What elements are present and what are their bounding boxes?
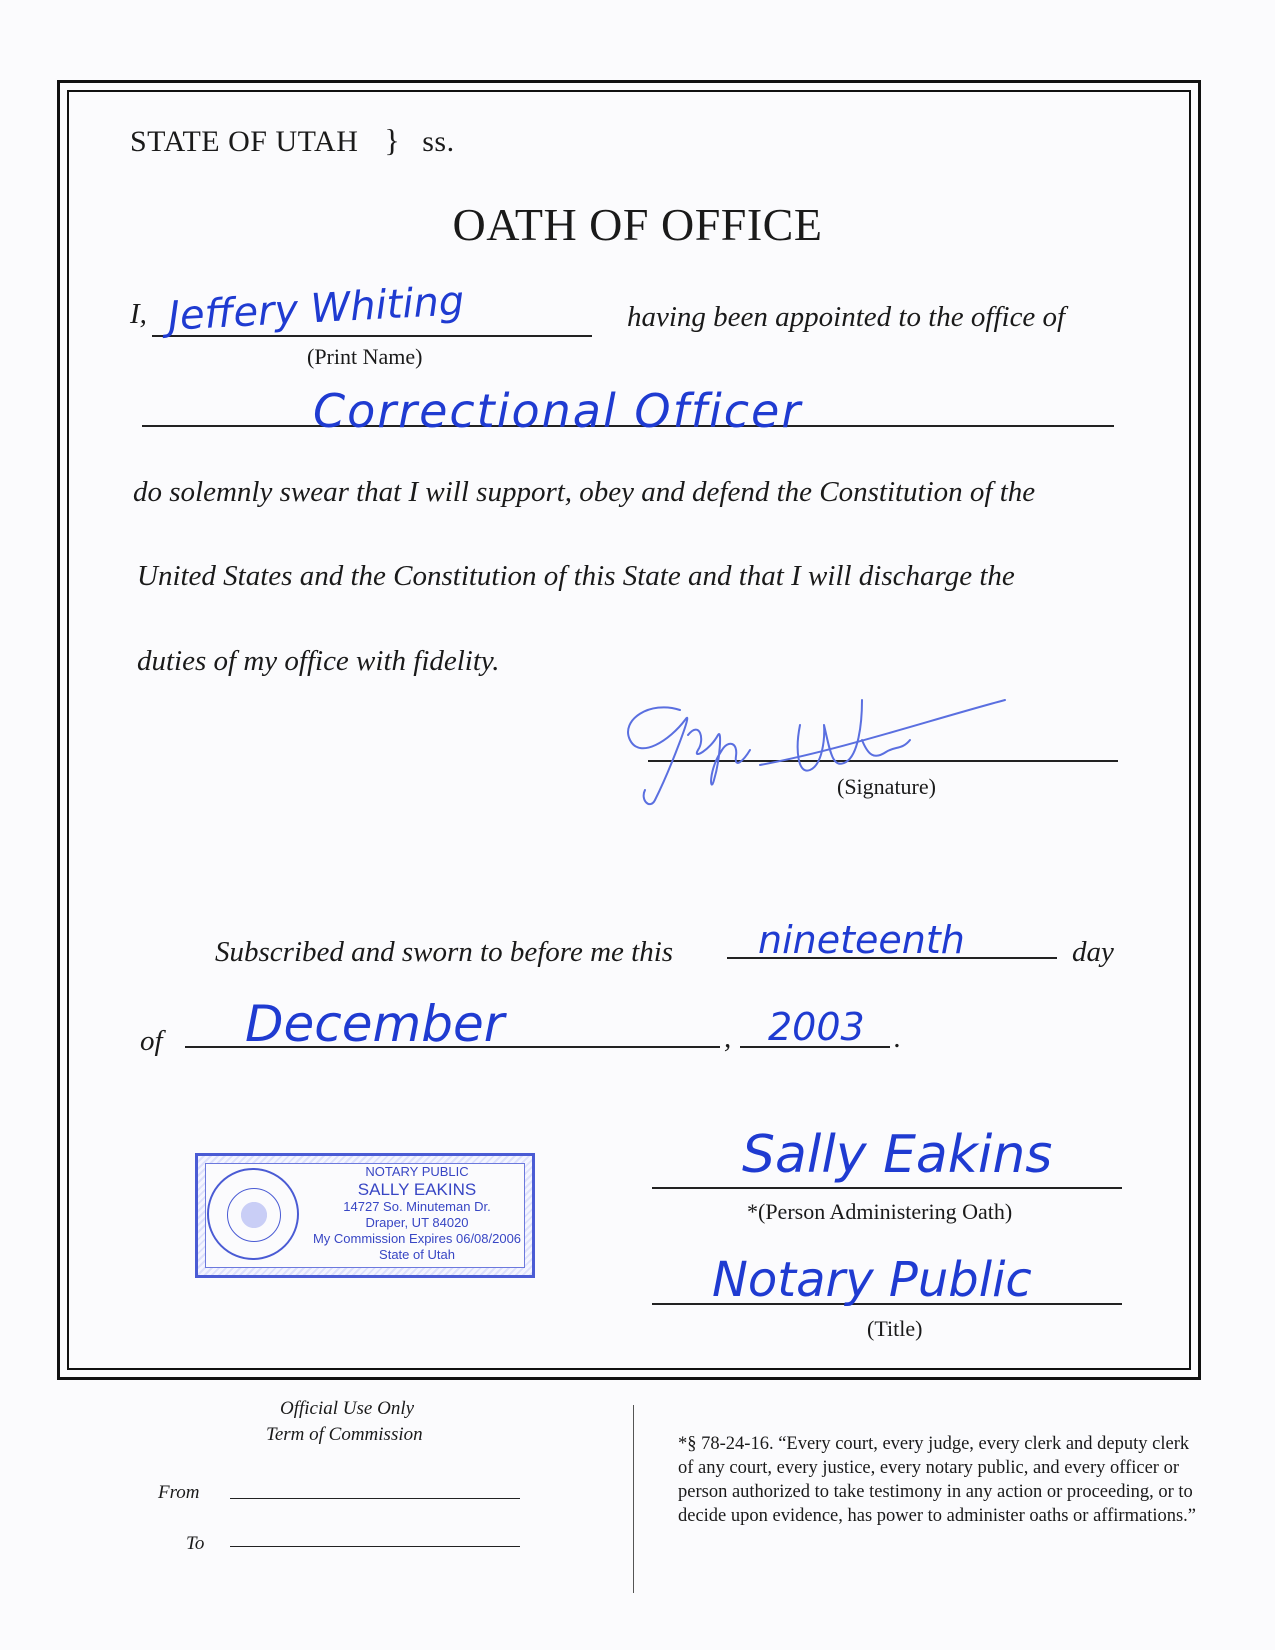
day-label: day — [1072, 936, 1114, 968]
handwritten-office: Correctional Officer — [313, 384, 803, 438]
brace: } — [384, 122, 401, 158]
period: . — [894, 1022, 902, 1054]
administrator-label: *(Person Administering Oath) — [747, 1199, 1013, 1224]
oath-paragraph-line3: duties of my office with fidelity. — [137, 645, 500, 677]
handwritten-administrator: Sally Eakins — [742, 1125, 1053, 1185]
ss-label: ss. — [422, 125, 455, 158]
seal-center — [227, 1188, 281, 1242]
statute-text: *§ 78-24-16. “Every court, every judge, every clerk and deputy clerk of any court, every justice, every notary public, and every officer or person authorized to take testimony in any action or proceeding, or to decide upon evidence, has power to administer oaths or affirmations.” — [678, 1434, 1197, 1526]
footer-divider — [633, 1405, 634, 1593]
print-name-label: (Print Name) — [307, 344, 423, 369]
stamp-line2: SALLY EAKINS — [357, 1180, 477, 1199]
stamp-line4: Draper, UT 84020 — [365, 1215, 469, 1230]
document-title: OATH OF OFFICE — [452, 199, 823, 250]
signature-label: (Signature) — [837, 774, 936, 799]
handwritten-month: December — [245, 995, 505, 1053]
stamp-line3: 14727 So. Minuteman Dr. — [343, 1199, 491, 1214]
oath-paragraph-line2: United States and the Constitution of this State and that I will discharge the — [137, 560, 1015, 592]
handwritten-name: Jeffery Whiting — [166, 278, 466, 340]
title-label: (Title) — [867, 1316, 923, 1341]
stamp-line1: NOTARY PUBLIC — [365, 1164, 469, 1179]
comma: , — [724, 1022, 732, 1054]
subscribed-text: Subscribed and sworn to before me this — [215, 936, 674, 968]
term-label: Term of Commission — [266, 1424, 423, 1445]
to-line — [230, 1546, 520, 1547]
oath-taker-signature-icon — [610, 680, 1030, 820]
handwritten-year: 2003 — [768, 1005, 865, 1049]
notary-stamp — [195, 1153, 535, 1278]
state-name: STATE OF UTAH — [130, 125, 359, 158]
administrator-line — [652, 1187, 1122, 1189]
of-label: of — [140, 1025, 163, 1057]
to-label: To — [186, 1533, 205, 1554]
i-label: I, — [130, 298, 147, 330]
official-use-label: Official Use Only — [280, 1398, 415, 1419]
state-heading — [130, 122, 455, 159]
appointed-text: having been appointed to the office of — [627, 301, 1066, 333]
handwritten-title: Notary Public — [712, 1252, 1032, 1308]
stamp-text — [308, 1164, 526, 1263]
oath-paragraph-line1: do solemnly swear that I will support, obey and defend the Constitution of the — [133, 476, 1036, 508]
stamp-line5: My Commission Expires 06/08/2006 — [312, 1231, 522, 1246]
stamp-line6: State of Utah — [379, 1247, 455, 1262]
from-label: From — [158, 1482, 200, 1503]
state-seal-icon — [207, 1168, 299, 1260]
handwritten-day: nineteenth — [758, 918, 965, 962]
from-line — [230, 1498, 520, 1499]
